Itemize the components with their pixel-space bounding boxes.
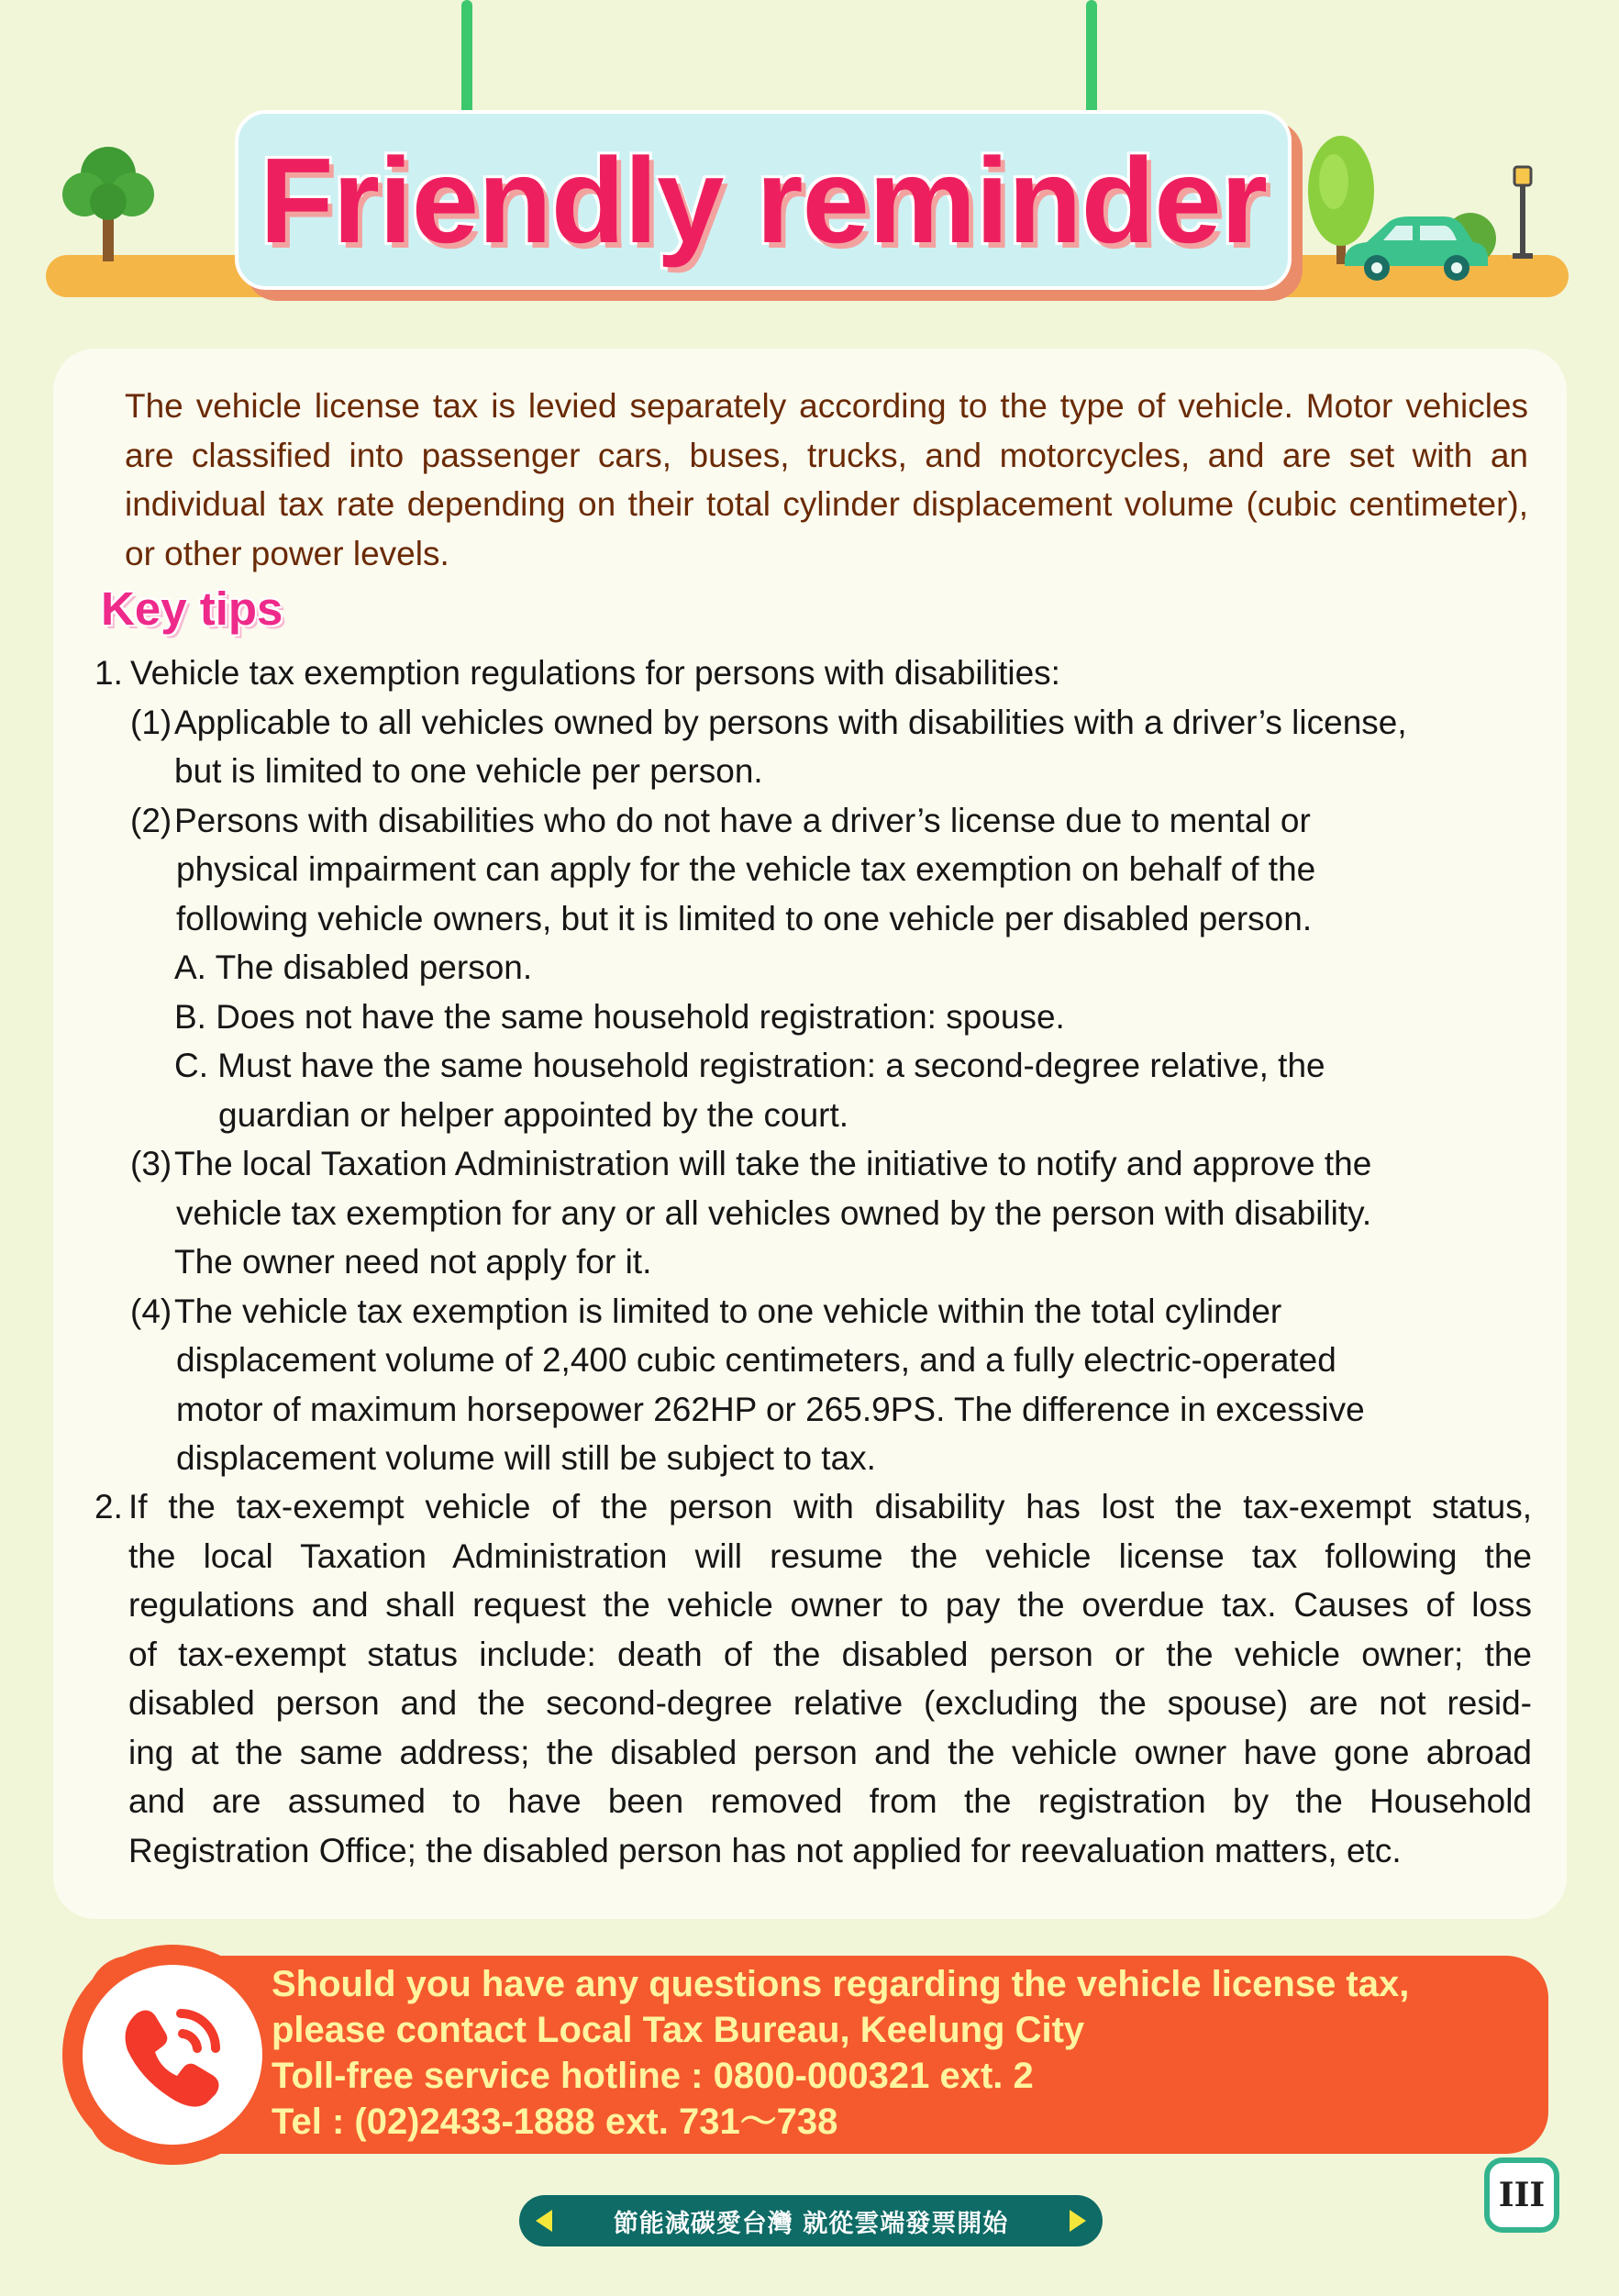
phone-badge [62,1945,283,2165]
street-lamp-icon [1510,163,1536,259]
paragraph-line: the local Taxation Administration will resume the vehicle license tax following the [128,1536,1532,1575]
subitem-line: The owner need not apply for it. [174,1243,652,1281]
subitem-line: vehicle tax exemption for any or all vehicles owned by the person with disability. [176,1194,1372,1232]
paragraph-line: and are assumed to have been removed from the registration by the Household [128,1782,1532,1820]
slogan-banner [519,2195,1103,2246]
title-plate [235,110,1292,290]
paragraph-line: disabled person and the second-degree relative (excluding the spouse) are not resid- [128,1684,1532,1722]
phone-ringing-icon [104,1986,241,2124]
subitem-label: (1) [130,704,172,741]
arrow-right-icon [1070,2210,1086,2232]
paragraph-line: of tax-exempt status include: death of the disabled person or the vehicle owner; the [128,1635,1532,1673]
subitem-line: The vehicle tax exemption is limited to one vehicle within the total cylinder [174,1292,1282,1330]
phone-badge-inner [83,1965,262,2145]
paragraph-line: If the tax-exempt vehicle of the person with disability has lost the tax-exempt status, [128,1488,1532,1525]
subitem-label: (4) [130,1292,172,1330]
subitem-line: following vehicle owners, but it is limited to one vehicle per disabled person. [176,900,1313,937]
slogan-text: 節能減碳愛台灣 就從雲端發票開始 [613,2209,1009,2238]
subitem-line: motor of maximum horsepower 262HP or 265.9PS. The difference in excessive [176,1391,1365,1428]
tip-paragraph [128,1482,1532,1875]
hanging-wire-left [461,0,472,117]
intro-paragraph: The vehicle license tax is levied separately according to the type of vehicle. Motor vehicles are classified into passenger cars, buses, trucks, and motorcycles, and are set with an individual tax rate depending on their total cylinder displacement volume (cubic centimeter), or other power levels. [125,387,1528,572]
subitem-line: physical impairment can apply for the vehicle tax exemption on behalf of the [176,850,1316,888]
phone-line: Tel : (02)2433-1888 ext. 731～738 [272,2102,838,2142]
paragraph-line: regulations and shall request the vehicle owner to pay the overdue tax. Causes of loss [128,1586,1532,1624]
contact-line: Should you have any questions regarding the vehicle license tax, [272,1964,1410,2004]
paragraph-line: Registration Office; the disabled person has not applied for reevaluation matters, etc. [128,1831,1402,1869]
list-item: guardian or helper appointed by the court. [218,1096,849,1134]
subitem-line: displacement volume will still be subject to tax. [176,1439,876,1477]
list-item: B. Does not have the same household registration: spouse. [174,998,1065,1036]
contact-line: please contact Local Tax Bureau, Keelung City [272,2010,1085,2050]
list-item: C. Must have the same household registration: a second-degree relative, the [174,1047,1325,1084]
tip-number: 1. [94,654,123,692]
subitem-line: Applicable to all vehicles owned by persons with disabilities with a driver’s license, [174,704,1407,741]
paragraph-line: ing at the same address; the disabled person and the vehicle owner have gone abroad [128,1733,1532,1771]
arrow-left-icon [536,2210,552,2232]
list-item: A. The disabled person. [174,948,533,986]
tree-icon [59,138,160,261]
tip-number: 2. [94,1488,123,1525]
hanging-wire-right [1086,0,1097,117]
page-title: Friendly reminder [260,132,1267,268]
subitem-line: Persons with disabilities who do not have a driver’s license due to mental or [174,802,1311,839]
car-icon [1336,213,1491,286]
page-number: III [1484,2157,1559,2233]
subitem-line: displacement volume of 2,400 cubic centimeters, and a fully electric-operated [176,1341,1336,1379]
subitem-label: (3) [130,1145,172,1182]
hotline-line: Toll-free service hotline : 0800-000321 ext. 2 [272,2056,1034,2096]
key-tips-heading: Key tips [101,582,283,635]
subitem-line: The local Taxation Administration will take the initiative to notify and approve the [174,1145,1372,1182]
subitem-line: but is limited to one vehicle per person. [174,752,763,790]
subitem-label: (2) [130,802,172,839]
tip-title: Vehicle tax exemption regulations for persons with disabilities: [130,654,1060,692]
contact-info [272,1961,1409,2145]
